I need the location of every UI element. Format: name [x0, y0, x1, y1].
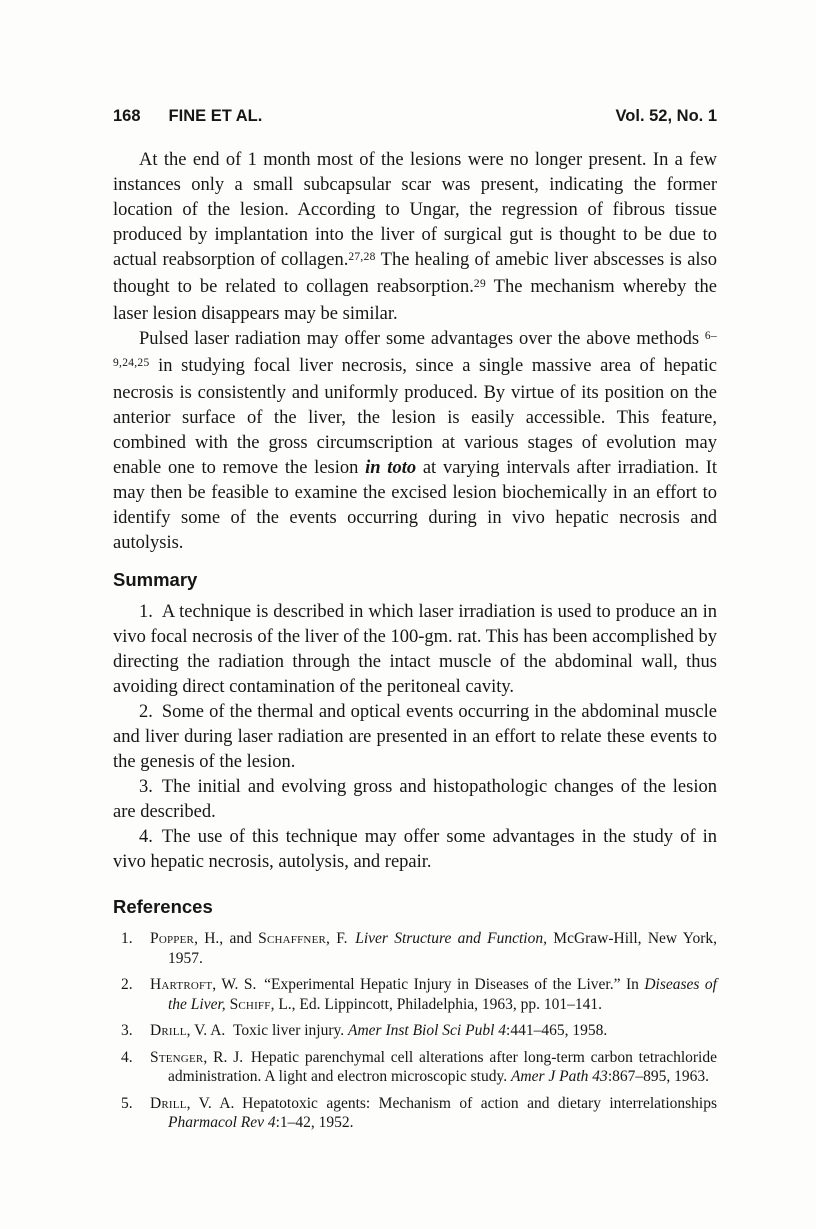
- summary-item-text: The use of this technique may offer some advantages in the study of in vivo hepatic necrosis, autolysis, and repair.: [113, 827, 717, 872]
- reference-item-4: [113, 1048, 717, 1087]
- summary-item-text: Some of the thermal and optical events occurring in the abdominal muscle and liver during laser radiation are presented in an effort to relate these events to the genesis of the lesion.: [113, 702, 717, 772]
- summary-item-4: [113, 825, 717, 875]
- reference-text: Popper, H., and Schaffner, F. Liver Structure and Function, McGraw-Hill, New York, 1957.: [150, 930, 717, 967]
- paragraph-pulsed-laser: Pulsed laser radiation may offer some advantages over the above methods $^{6-9,24,25}$ in studying focal liver necrosis, since a single massive area of hepatic necrosis is consistently and uniformly produced. By virtue of its position on the anterior surface of the liver, the lesion is easily accessible. This feature, combined with the gross circumscription at various stages of evolution may enable one to remove the lesion in toto at varying intervals after irradiation. It may then be feasible to examine the excised lesion biochemically in an effort to identify some of the events occurring during in vivo hepatic necrosis and autolysis.: [113, 329, 717, 553]
- reference-item-5: [113, 1094, 717, 1133]
- reference-number: 1.: [121, 930, 133, 947]
- reference-text: Stenger, R. J. Hepatic parenchymal cell alterations after long-term carbon tetrachloride administration. A light and electron microscopic study. Amer J Path 43:867–895, 1963.: [150, 1048, 717, 1085]
- volume-issue: Vol. 52, No. 1: [615, 107, 717, 125]
- reference-item-2: [113, 975, 717, 1014]
- running-head: [113, 106, 717, 127]
- paragraph-regression: At the end of 1 month most of the lesions were no longer present. In a few instances only a small subcapsular scar was present, indicating the former location of the lesion. According to Ungar, the regression of fibrous tissue produced by implantation into the liver of surgical gut is thought to be due to actual reabsorption of collagen.$^{27,28}$ The healing of amebic liver abscesses is also thought to be related to collagen reabsorption.$^{29}$ The mechanism whereby the laser lesion disappears may be similar.: [113, 150, 718, 324]
- summary-item-number: 3.: [139, 777, 153, 797]
- summary-item-2: [113, 700, 717, 775]
- summary-item-number: 2.: [139, 702, 153, 722]
- reference-text: Drill, V. A. Hepatotoxic agents: Mechanism of action and dietary interrelationships Pharmacol Rev 4:1–42, 1952.: [150, 1094, 717, 1131]
- summary-item-text: The initial and evolving gross and histopathologic changes of the lesion are described.: [113, 777, 717, 822]
- summary-item-number: 4.: [139, 827, 153, 847]
- references-heading: References: [113, 896, 213, 917]
- reference-text: Hartroft, W. S. “Experimental Hepatic Injury in Diseases of the Liver.” In Diseases of the Liver, Schiff, L., Ed. Lippincott, Philadelphia, 1963, pp. 101–141.: [150, 976, 717, 1013]
- summary-item-3: [113, 775, 717, 825]
- running-head-left: [113, 106, 262, 127]
- summary-item-1: [113, 600, 717, 700]
- page-number: 168: [113, 107, 141, 125]
- reference-number: 5.: [121, 1094, 133, 1112]
- summary-item-number: 1.: [139, 602, 153, 622]
- reference-number: 3.: [121, 1022, 133, 1039]
- reference-text: Drill, V. A. Toxic liver injury. Amer Inst Biol Sci Publ 4:441–465, 1958.: [150, 1022, 608, 1039]
- reference-item-3: [113, 1021, 717, 1041]
- summary-item-text: A technique is described in which laser irradiation is used to produce an in vivo focal necrosis of the liver of the 100-gm. rat. This has been accomplished by directing the radiation through the intact muscle of the abdominal wall, thus avoiding direct contamination of the peritoneal cavity.: [113, 602, 717, 697]
- references-section: [113, 895, 717, 1133]
- summary-heading: Summary: [113, 569, 198, 590]
- summary-section: [113, 568, 717, 875]
- reference-item-1: [113, 929, 717, 968]
- running-title: FINE ET AL.: [168, 107, 263, 125]
- reference-number: 4.: [121, 1048, 133, 1066]
- reference-number: 2.: [121, 976, 133, 993]
